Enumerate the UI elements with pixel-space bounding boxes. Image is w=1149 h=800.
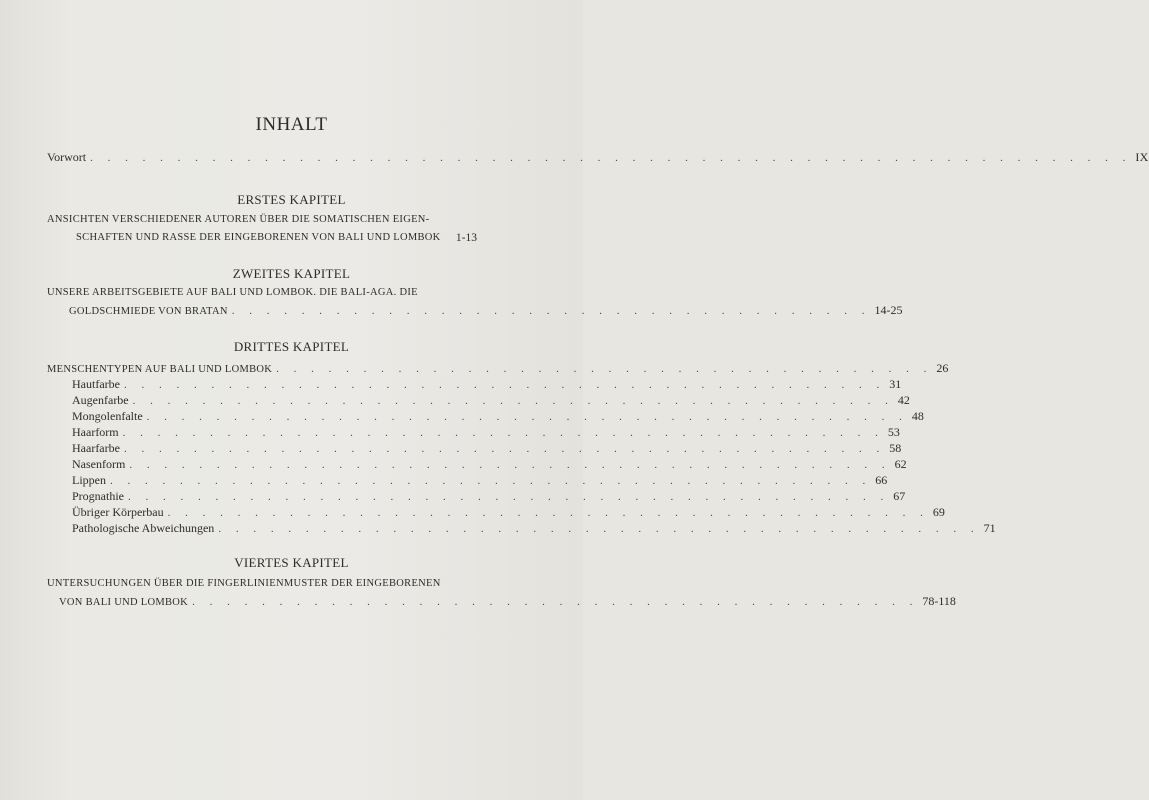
chapter-4-title-line-1[interactable]: UNTERSUCHUNGEN ÜBER DIE FINGERLINIENMUSTER DER EINGEBORENEN bbox=[47, 578, 441, 589]
chapter-4-title-line-2-row[interactable] bbox=[59, 594, 956, 610]
toc-subentry-page: 48 bbox=[911, 409, 924, 423]
chapter-heading-4: VIERTES KAPITEL bbox=[234, 555, 349, 570]
toc-subentry-label: Prognathie bbox=[72, 489, 124, 503]
toc-subentry-page: 71 bbox=[983, 521, 996, 535]
chapter-2-title-line-2-row[interactable] bbox=[69, 303, 903, 319]
leader-dots: . . . . . . . . . . . . . . . . . . . . . . . . . . . . . . . . . . . . . . . . . . bbox=[192, 596, 919, 608]
chapter-1-page: 1-13 bbox=[455, 232, 477, 244]
toc-subentry-label: Haarform bbox=[72, 425, 119, 439]
chapter-2-page: 14-25 bbox=[874, 303, 903, 317]
chapter-2-title-line-2: GOLDSCHMIEDE VON BRATAN bbox=[69, 306, 228, 317]
toc-subentry[interactable] bbox=[72, 377, 902, 393]
toc-subentry-page: 69 bbox=[932, 505, 945, 519]
toc-entry-page: 26 bbox=[936, 361, 949, 375]
toc-subentry-page: 67 bbox=[893, 489, 906, 503]
chapter-4-page: 78-118 bbox=[922, 594, 956, 608]
toc-subentry-label: Übriger Körperbau bbox=[72, 505, 164, 519]
toc-subentry[interactable] bbox=[72, 457, 907, 473]
toc-subentry[interactable] bbox=[72, 441, 902, 457]
toc-entry-label: MENSCHENTYPEN AUF BALI UND LOMBOK bbox=[47, 364, 273, 375]
contents-title: INHALT bbox=[255, 114, 328, 135]
leader-dots: . . . . . . . . . . . . . . . . . . . . . . . . . . . . . . . . . . . . . . . . . . . . bbox=[218, 523, 980, 535]
toc-entry-vorwort[interactable] bbox=[47, 150, 1149, 166]
leader-dots: . . . . . . . . . . . . . . . . . . . . . . . . . . . . . . . . . . . . . . . . . . . . bbox=[123, 379, 886, 391]
toc-subentry-page: 42 bbox=[897, 393, 910, 407]
chapter-4-title-line-2: VON BALI UND LOMBOK bbox=[59, 597, 189, 608]
toc-subentry-page: 31 bbox=[889, 377, 902, 391]
toc-subentry-label: Nasenform bbox=[72, 457, 126, 471]
toc-entry-menschentypen[interactable] bbox=[47, 361, 949, 377]
toc-subentry[interactable] bbox=[72, 473, 888, 489]
toc-subentry[interactable] bbox=[72, 505, 945, 521]
toc-subentry-label: Pathologische Abweichungen bbox=[72, 521, 215, 535]
leader-dots: . . . . . . . . . . . . . . . . . . . . . . . . . . . . . . . . . . . . . . . . . . . . bbox=[167, 507, 929, 519]
toc-entry-page: IX bbox=[1135, 150, 1149, 164]
toc-subentry-label: Haarfarbe bbox=[72, 441, 120, 455]
toc-subentry-label: Hautfarbe bbox=[72, 377, 120, 391]
toc-subentry-page: 66 bbox=[875, 473, 888, 487]
leader-dots: . . . . . . . . . . . . . . . . . . . . . . . . . . . . . . . . . . . . . . . . . . . . bbox=[122, 427, 884, 439]
toc-subentry[interactable] bbox=[72, 425, 900, 441]
toc-subentry-label: Lippen bbox=[72, 473, 106, 487]
chapter-heading-3: DRITTES KAPITEL bbox=[233, 339, 350, 354]
leader-dots: . . . . . . . . . . . . . . . . . . . . . . . . . . . . . . . . . . . . . . . . . . . . bbox=[110, 475, 872, 487]
leader-dots: . . . . . . . . . . . . . . . . . . . . . . . . . . . . . . . . . . . . . . . . . . . . . . . . . . . . . . . . . . . . bbox=[90, 152, 1132, 164]
chapter-heading-1: ERSTES KAPITEL bbox=[237, 192, 346, 207]
chapter-heading-2: ZWEITES KAPITEL bbox=[232, 266, 351, 281]
toc-subentry-page: 62 bbox=[894, 457, 907, 471]
toc-subentry-page: 53 bbox=[887, 425, 900, 439]
chapter-1-title-line-1[interactable]: ANSICHTEN VERSCHIEDENER AUTOREN ÜBER DIE SOMATISCHEN EIGEN- bbox=[47, 214, 430, 225]
leader-dots: . . . . . . . . . . . . . . . . . . . . . . . . . . . . . . . . . . . . . . . . . . . . bbox=[123, 443, 886, 455]
leader-dots: . . . . . . . . . . . . . . . . . . . . . . . . . . . . . . . . . . . . . . . . . . . . bbox=[132, 395, 894, 407]
toc-subentry-label: Augenfarbe bbox=[72, 393, 129, 407]
leader-dots: . . . . . . . . . . . . . . . . . . . . . . . . . . . . . . . . . . . . . . bbox=[276, 363, 933, 375]
toc-subentry[interactable] bbox=[72, 521, 996, 537]
toc-subentry[interactable] bbox=[72, 409, 924, 425]
toc-subentry[interactable] bbox=[72, 489, 906, 505]
chapter-2-title-line-1[interactable]: UNSERE ARBEITSGEBIETE AUF BALI UND LOMBOK. DIE BALI-AGA. DIE bbox=[47, 287, 418, 298]
chapter-1-title-line-2[interactable]: SCHAFTEN UND RASSE DER EINGEBORENEN VON BALI UND LOMBOK bbox=[76, 232, 441, 243]
leader-dots: . . . . . . . . . . . . . . . . . . . . . . . . . . . . . . . . . . . . . bbox=[231, 305, 871, 317]
leader-dots: . . . . . . . . . . . . . . . . . . . . . . . . . . . . . . . . . . . . . . . . . . . . bbox=[146, 411, 908, 423]
leader-dots: . . . . . . . . . . . . . . . . . . . . . . . . . . . . . . . . . . . . . . . . . . . . bbox=[128, 491, 890, 503]
toc-entry-label: Vorwort bbox=[47, 150, 87, 164]
toc-subentry-page: 58 bbox=[889, 441, 902, 455]
toc-subentry[interactable] bbox=[72, 393, 910, 409]
leader-dots: . . . . . . . . . . . . . . . . . . . . . . . . . . . . . . . . . . . . . . . . . . . . bbox=[129, 459, 891, 471]
toc-subentry-label: Mongolenfalte bbox=[72, 409, 143, 423]
